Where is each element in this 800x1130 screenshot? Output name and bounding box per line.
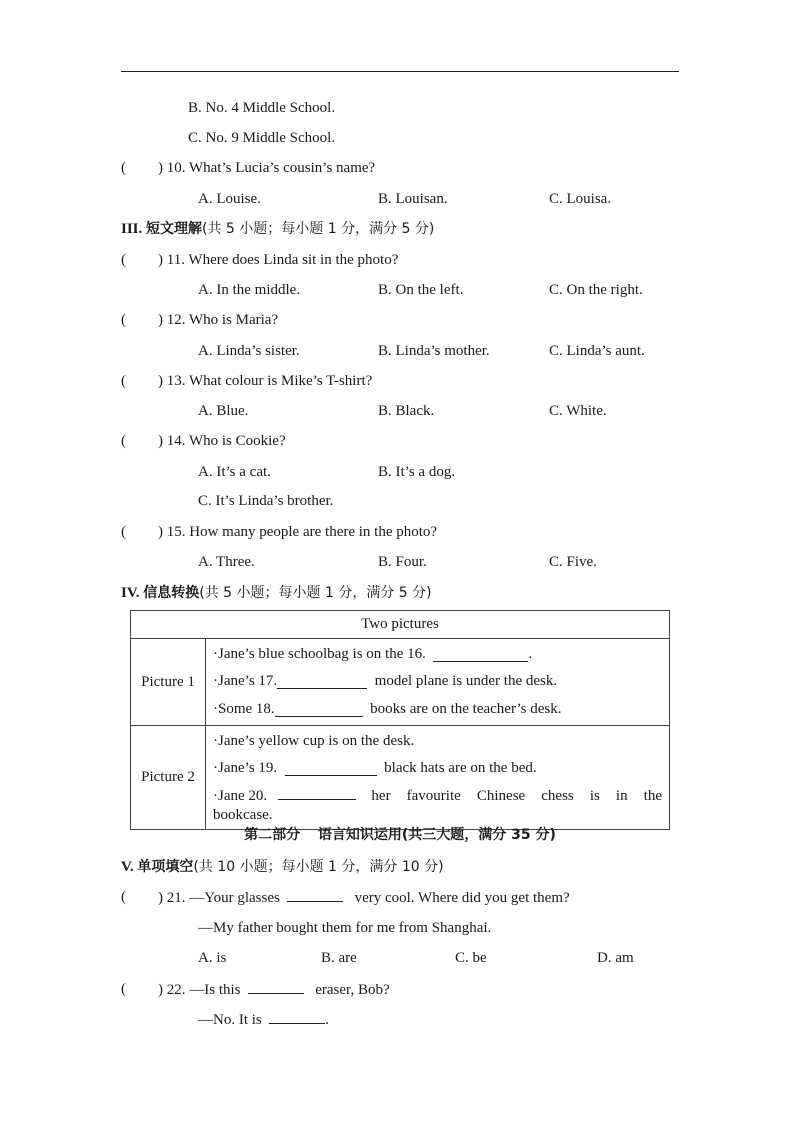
p2-line3-lead: ·Jane 20.: [213, 788, 268, 804]
section-4-number: IV.: [121, 585, 140, 601]
p2-line2-lead: ·Jane’s 19.: [213, 760, 278, 776]
picture-2-line-3: [213, 785, 662, 806]
section-5-title: 单项填空: [137, 859, 194, 875]
q10-option-b: B. Louisan.: [378, 191, 448, 207]
table-row-picture-1: [131, 639, 670, 726]
q22-paren: (: [121, 981, 126, 997]
part-2-heading: [0, 824, 800, 844]
q22-reply-blank[interactable]: [269, 1009, 325, 1024]
section-5-number: V.: [121, 859, 134, 875]
q13-paren: (: [121, 373, 126, 389]
p2-line1-text: ·Jane’s yellow cup is on the desk.: [213, 733, 415, 749]
answer-blank-17[interactable]: [277, 674, 367, 689]
q22-reply-end: .: [325, 1012, 329, 1028]
p2-line3-tail: her favourite Chinese chess is in the: [371, 788, 662, 804]
q15-option-b: B. Four.: [378, 554, 427, 570]
top-rule: [121, 71, 679, 72]
part-2-title: 第二部分: [244, 827, 301, 843]
q21-option-a: A. is: [198, 950, 227, 966]
q15-stem: ) 15. How many people are there in the photo?: [158, 524, 438, 540]
q13-option-a: A. Blue.: [198, 403, 249, 419]
q21-stem: [158, 887, 570, 908]
q12-option-a: A. Linda’s sister.: [198, 343, 300, 359]
q11-paren: (: [121, 252, 126, 268]
q15-option-c: C. Five.: [549, 554, 597, 570]
section-3-number: III.: [121, 221, 143, 237]
section-3-title: 短文理解: [146, 221, 203, 237]
q22-stem: [158, 979, 390, 1000]
q21-option-b: B. are: [321, 950, 357, 966]
q14-option-a: A. It’s a cat.: [198, 464, 271, 480]
picture-2-content: [206, 726, 670, 830]
q12-paren: (: [121, 312, 126, 328]
section-3-subtitle: (共 5 小题；每小题 1 分，满分 5 分): [202, 221, 435, 237]
picture-2-line-4: bookcase.: [213, 807, 273, 823]
q13-stem: ) 13. What colour is Mike’s T-shirt?: [158, 373, 373, 389]
q11-option-c: C. On the right.: [549, 282, 643, 298]
picture-1-line-2: [213, 667, 662, 695]
q21-option-d: D. am: [597, 950, 634, 966]
q14-stem: ) 14. Who is Cookie?: [158, 433, 286, 449]
answer-paren-open: (: [121, 160, 126, 176]
q21-option-c: C. be: [455, 950, 487, 966]
section-4-title: 信息转换: [143, 585, 200, 601]
q12-option-b: B. Linda’s mother.: [378, 343, 490, 359]
table-header-row: [131, 611, 670, 639]
picture-2-line-2: [213, 754, 662, 782]
q9-option-c: C. No. 9 Middle School.: [188, 130, 336, 146]
section-3-heading: [121, 219, 434, 239]
p1-line3-lead: ·Some 18.: [213, 701, 275, 717]
picture-2-label: Picture 2: [131, 726, 206, 830]
answer-blank-16[interactable]: [433, 647, 528, 662]
q22-reply: [198, 1009, 329, 1030]
q10-stem: ) 10. What’s Lucia’s cousin’s name?: [158, 160, 376, 176]
section-5-subtitle: (共 10 小题；每小题 1 分，满分 10 分): [193, 859, 444, 875]
q21-stem-lead: ) 21. —Your glasses: [158, 890, 280, 906]
q21-answer-blank[interactable]: [287, 887, 343, 902]
q11-option-a: A. In the middle.: [198, 282, 301, 298]
q9-option-b: B. No. 4 Middle School.: [188, 100, 336, 116]
q12-stem: ) 12. Who is Maria?: [158, 312, 279, 328]
q21-paren: (: [121, 889, 126, 905]
p2-line2-tail: black hats are on the bed.: [384, 760, 537, 776]
table-header: Two pictures: [131, 611, 670, 639]
q14-paren: (: [121, 433, 126, 449]
picture-1-label: Picture 1: [131, 639, 206, 726]
q10-option-c: C. Louisa.: [549, 191, 612, 207]
q22-reply-lead: —No. It is: [198, 1012, 262, 1028]
q14-option-b: B. It’s a dog.: [378, 464, 456, 480]
answer-blank-19[interactable]: [285, 761, 377, 776]
q13-option-b: B. Black.: [378, 403, 435, 419]
section-5-heading: [121, 857, 444, 877]
section-4-heading: [121, 583, 432, 603]
q15-paren: (: [121, 524, 126, 540]
q12-option-c: C. Linda’s aunt.: [549, 343, 645, 359]
table-row-picture-2: [131, 726, 670, 830]
q22-answer-blank[interactable]: [248, 979, 304, 994]
p1-line1-text: ·Jane’s blue schoolbag is on the 16.: [213, 646, 426, 662]
q21-reply: —My father bought them for me from Shanghai.: [198, 920, 492, 936]
p1-line2-tail: model plane is under the desk.: [374, 673, 558, 689]
section-4-subtitle: (共 5 小题；每小题 1 分，满分 5 分): [199, 585, 432, 601]
p1-line2-lead: ·Jane’s 17.: [213, 673, 278, 689]
picture-1-content: [206, 639, 670, 726]
q11-option-b: B. On the left.: [378, 282, 464, 298]
q14-option-c: C. It’s Linda’s brother.: [198, 493, 334, 509]
picture-2-line-1: [213, 728, 662, 754]
q22-stem-lead: ) 22. —Is this: [158, 982, 241, 998]
q11-stem: ) 11. Where does Linda sit in the photo?: [158, 252, 399, 268]
picture-1-line-1: [213, 641, 662, 667]
picture-1-line-3: [213, 695, 662, 723]
part-2-subtitle: 语言知识运用(共三大题，满分 35 分): [317, 827, 556, 843]
q13-option-c: C. White.: [549, 403, 607, 419]
answer-blank-20[interactable]: [278, 785, 356, 800]
info-transfer-table: [130, 610, 670, 830]
q10-row: [121, 158, 126, 178]
answer-blank-18[interactable]: [275, 702, 363, 717]
p1-line3-tail: books are on the teacher’s desk.: [370, 701, 562, 717]
q10-option-a: A. Louise.: [198, 191, 261, 207]
q22-stem-tail: eraser, Bob?: [315, 982, 390, 998]
p1-line1-end: .: [528, 646, 533, 662]
q15-option-a: A. Three.: [198, 554, 255, 570]
q21-stem-tail: very cool. Where did you get them?: [354, 890, 570, 906]
